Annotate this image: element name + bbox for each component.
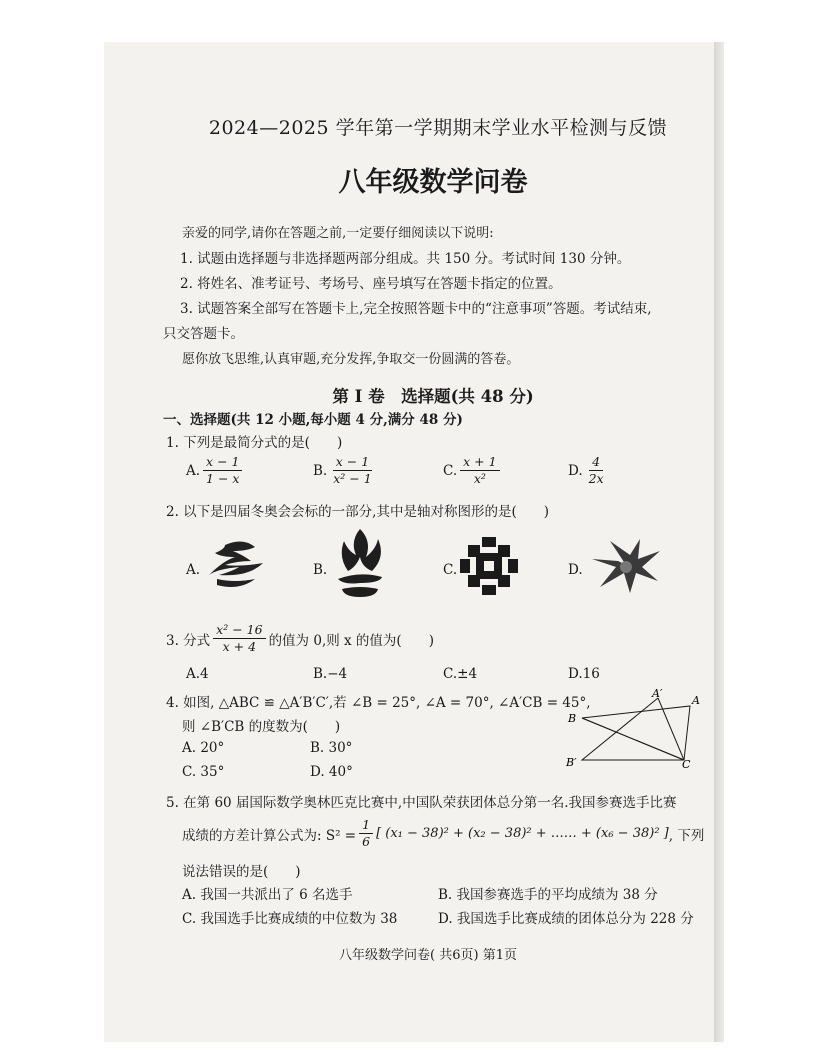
q5-option-d: D. 我国选手比赛成绩的团体总分为 228 分	[438, 911, 694, 927]
olympic-logo-c	[458, 535, 520, 597]
page-footer: 八年级数学问卷( 共6页) 第1页	[339, 948, 517, 963]
fig-label-c: C	[682, 758, 691, 770]
q2-stem: 2. 以下是四届冬奥会会标的一部分,其中是轴对称图形的是( )	[166, 504, 549, 520]
page-title: 八年级数学问卷	[338, 167, 528, 198]
exam-name: 2024—2025 学年第一学期期末学业水平检测与反馈	[208, 117, 668, 139]
greeting: 亲爱的同学,请你在答题之前,一定要仔细阅读以下说明:	[182, 226, 494, 241]
q5-option-b: B. 我国参赛选手的平均成绩为 38 分	[438, 887, 658, 903]
q4-option-d: D. 40°	[310, 764, 353, 780]
q4-triangle-figure	[562, 686, 708, 770]
q3-option-d: D.16	[568, 666, 600, 682]
fig-label-a: A	[692, 694, 700, 707]
fig-label-a-prime: A′	[652, 687, 663, 700]
q5-line2: 成绩的方差计算公式为: S² = $\frac{1}{6}$ [ (x₁ − 38)² + (x₂ − 38)² + …… + (x₆ − 38)² ] , 下列	[182, 817, 705, 849]
q5-line1: 5. 在第 60 届国际数学奥林匹克比赛中,中国队荣获团体总分第一名.我国参赛选手比赛	[166, 795, 677, 811]
q4-option-c: C. 35°	[182, 764, 225, 780]
q2-label-c: C.	[443, 562, 458, 578]
wish: 愿你放飞思维,认真审题,充分发挥,争取交一份圆满的答卷。	[182, 352, 520, 367]
instruction-3a: 3. 试题答案全部写在答题卡上,完全按照答题卡中的“注意事项”答题。考试结束,	[180, 301, 652, 317]
olympic-logo-d	[590, 537, 662, 595]
q5-option-a: A. 我国一共派出了 6 名选手	[182, 887, 353, 903]
q2-label-b: B.	[313, 562, 328, 578]
q1-option-b: B. $\frac{x - 1}{\text{x² − 1}}$	[313, 454, 372, 486]
instruction-2: 2. 将姓名、准考证号、考场号、座号填写在答题卡指定的位置。	[180, 276, 562, 292]
q4-line1: 4. 如图, △ABC ≌ △A′B′C′,若 ∠B = 25°, ∠A = 70°, ∠A′CB = 45°,	[166, 695, 591, 711]
instruction-1: 1. 试题由选择题与非选择题两部分组成。共 150 分。考试时间 130 分钟。	[180, 251, 631, 267]
q3-option-a: A.4	[186, 666, 209, 682]
part-heading: 一、选择题(共 12 小题,每小题 4 分,满分 48 分)	[163, 412, 463, 428]
q4-line2: 则 ∠B′CB 的度数为( )	[182, 719, 341, 735]
q1-stem: 1. 下列是最简分式的是( )	[166, 435, 343, 451]
section-title: 第 I 卷 选择题(共 48 分)	[332, 387, 534, 406]
q3-option-b: B.−4	[313, 666, 348, 682]
fig-label-b: B	[568, 712, 577, 725]
q5-line3: 说法错误的是( )	[182, 864, 301, 880]
q1-option-d: D. $\frac{4}{2x}$	[568, 454, 604, 486]
q3-stem: 3. 分式 $\frac{\text{x² − 16}}{x + 4}$ 的值为 0,则 x 的值为( )	[166, 622, 434, 654]
olympic-logo-a	[203, 535, 273, 595]
instruction-3b: 只交答题卡。	[163, 326, 244, 342]
q3-option-c: C.±4	[443, 666, 478, 682]
olympic-logo-b	[330, 527, 390, 602]
q2-label-a: A.	[186, 562, 201, 578]
q1-option-a: A. $\frac{x - 1}{1 - x}$	[186, 454, 245, 487]
q4-option-a: A. 20°	[182, 740, 225, 756]
fig-label-b-prime: B′	[566, 756, 577, 769]
q1-option-c: C. $\frac{x + 1}{\text{x²}}$	[443, 454, 503, 487]
q4-option-b: B. 30°	[310, 740, 353, 756]
q5-option-c: C. 我国选手比赛成绩的中位数为 38	[182, 911, 398, 927]
q2-label-d: D.	[568, 562, 583, 578]
